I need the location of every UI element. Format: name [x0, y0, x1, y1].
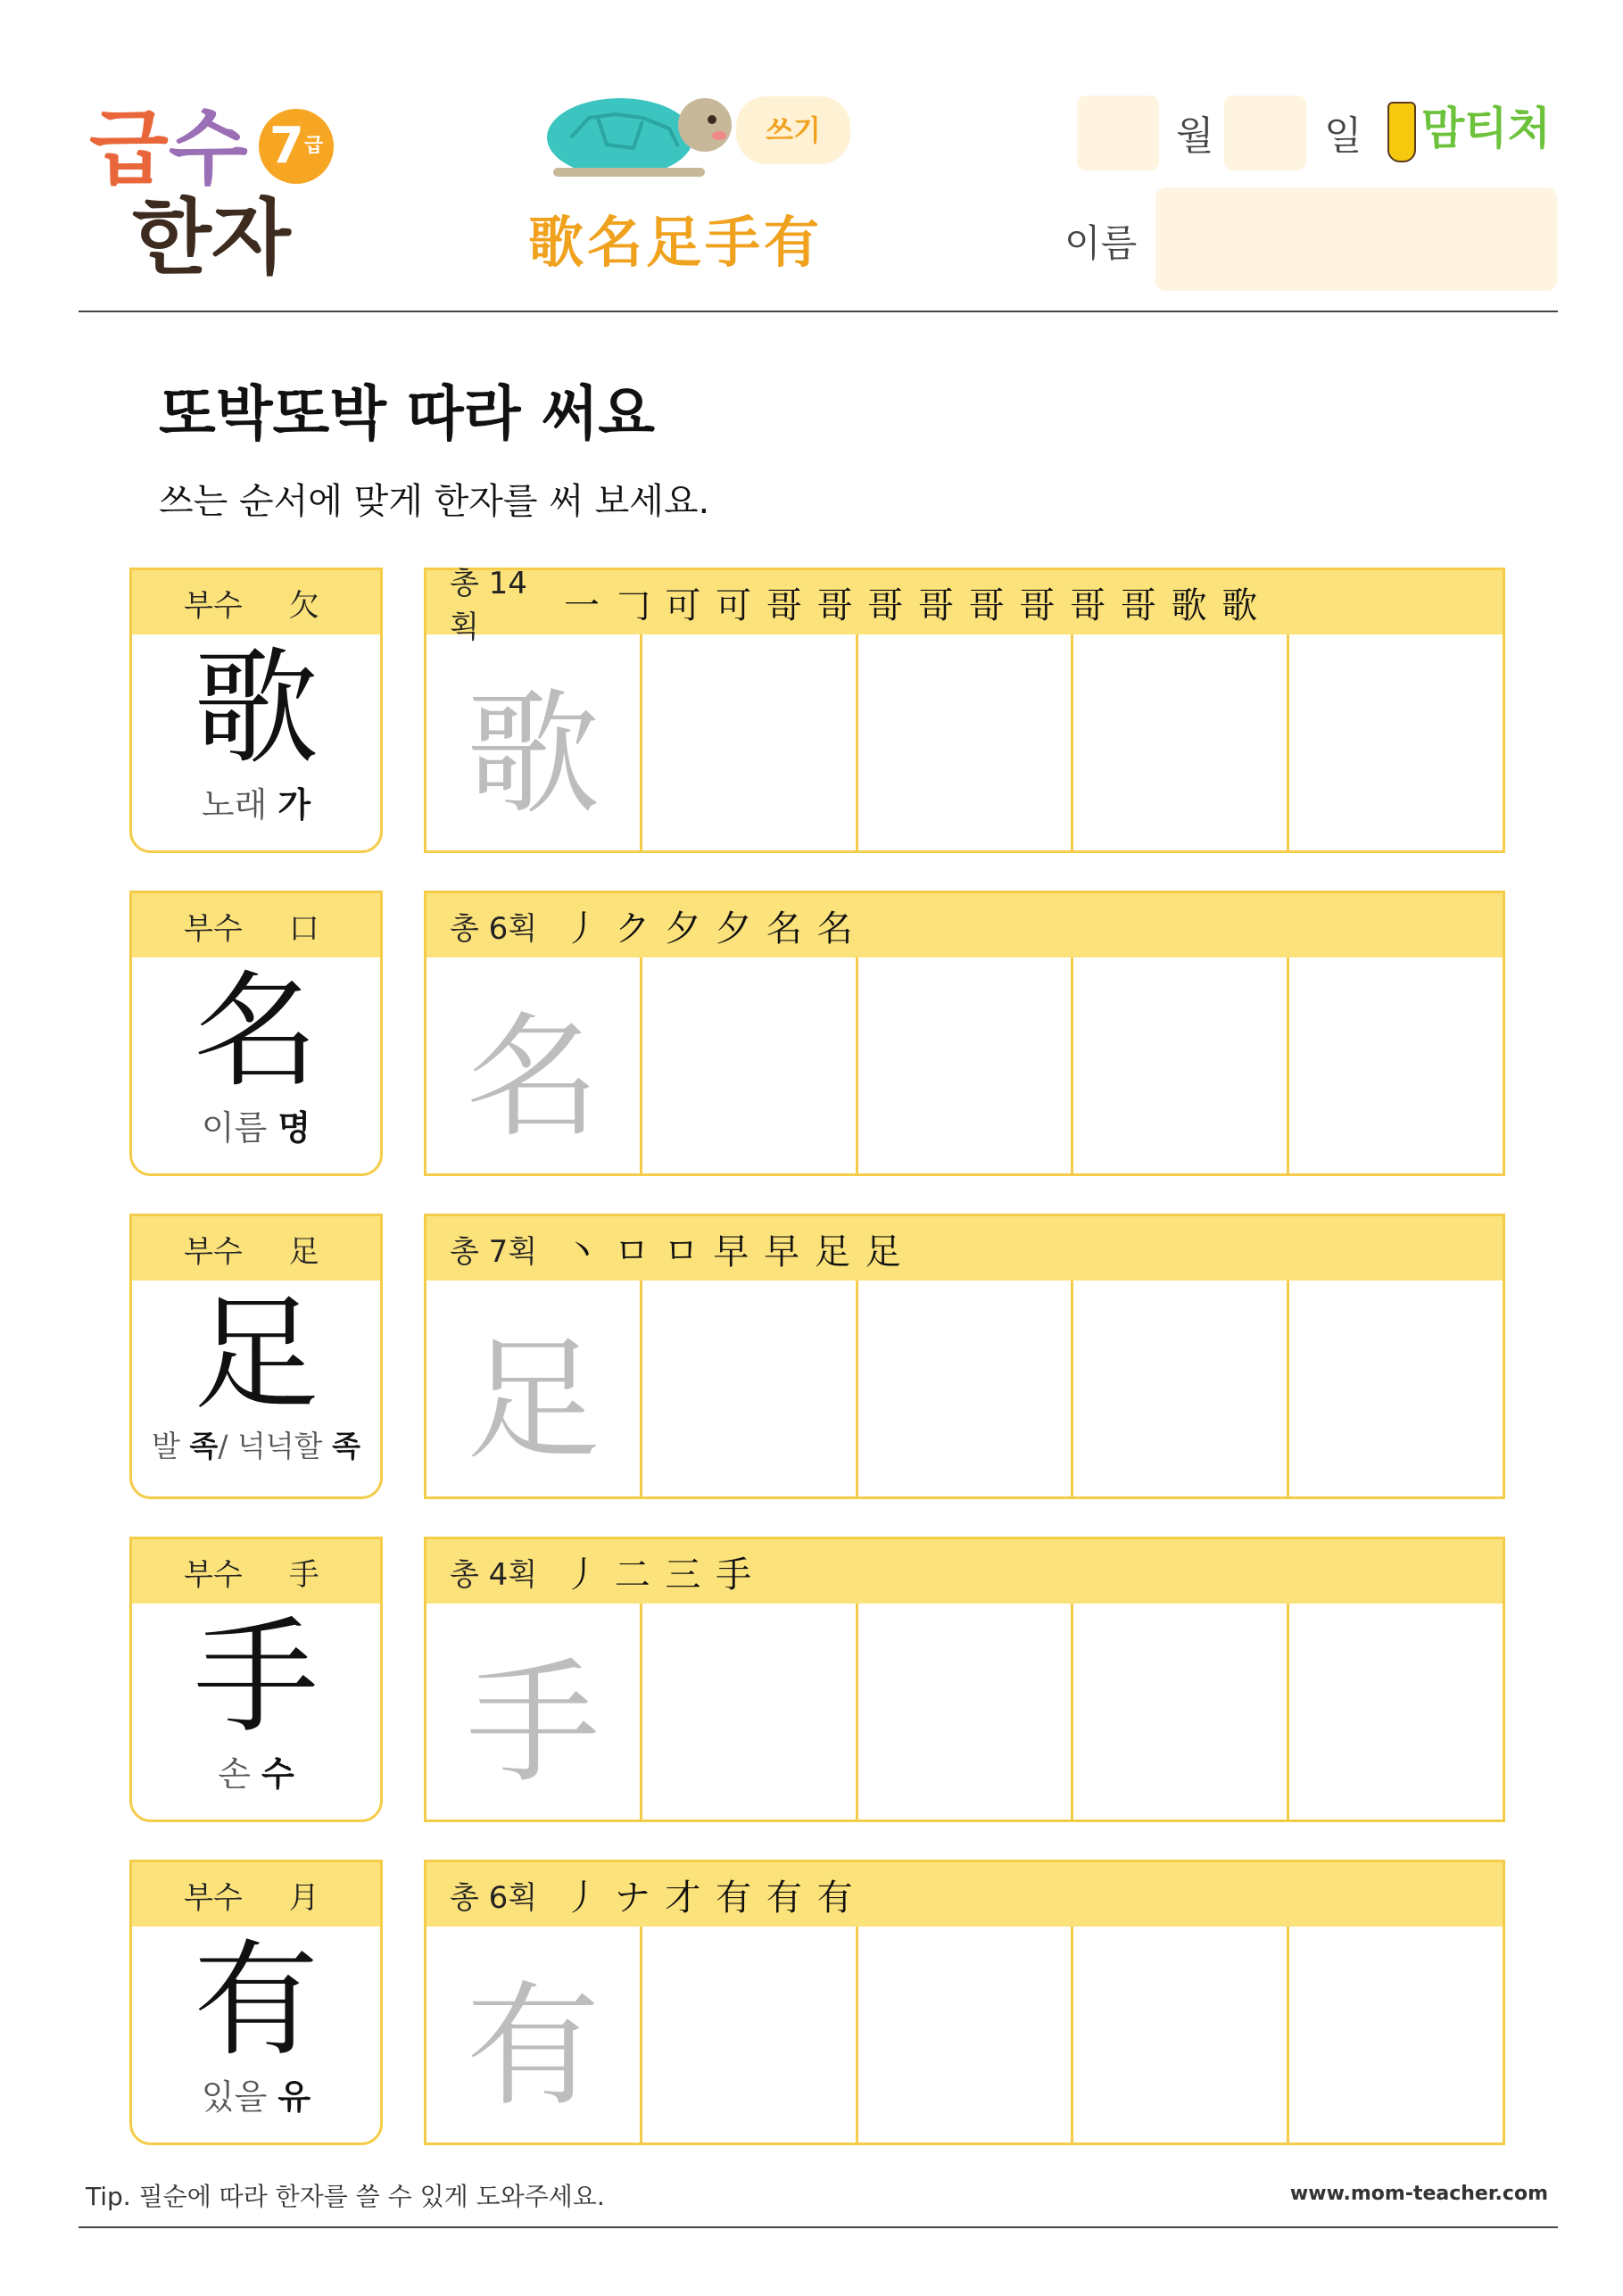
day-label: 일 [1324, 113, 1362, 159]
writing-cell[interactable] [1289, 957, 1503, 1173]
writing-cell[interactable] [1289, 1604, 1503, 1819]
practice-card [424, 568, 1505, 853]
writing-cell[interactable] [1073, 1281, 1289, 1496]
practice-row [129, 1214, 1505, 1497]
writing-cell[interactable] [642, 634, 858, 850]
header-characters: 歌名足手有 [528, 210, 824, 275]
tip-text: Tip. 필순에 따라 한자를 쓸 수 있게 도와주세요. [86, 2182, 605, 2211]
character-card [129, 891, 383, 1176]
character-card [129, 1214, 383, 1499]
day-field[interactable] [1224, 95, 1306, 170]
writing-cell[interactable] [642, 1604, 858, 1819]
radical: 欠 [288, 587, 319, 624]
divider [79, 311, 1558, 312]
writing-cell[interactable] [858, 1927, 1074, 2143]
meaning: 노래 가 [201, 785, 311, 825]
stroke-order: 一 𠃌 可 可 哥 哥 哥 哥 哥 哥 哥 哥 歌 歌 [564, 584, 1260, 626]
writing-cell[interactable] [642, 1927, 858, 2143]
turtle-icon [535, 82, 741, 180]
practice-card [424, 1537, 1505, 1822]
radical-label: 부수 [184, 1556, 243, 1593]
practice-row [129, 568, 1505, 851]
radical: 月 [288, 1879, 319, 1916]
name-label: 이름 [1064, 221, 1138, 265]
stroke-count: 총 7획 [450, 1233, 538, 1270]
stroke-count: 총 14획 [450, 566, 527, 645]
writing-bubble: 쓰기 [736, 96, 850, 164]
footer-divider [79, 2226, 1558, 2228]
main-character: 名 [193, 959, 319, 1105]
month-label: 월 [1176, 113, 1214, 159]
grade-badge: $7^급$ [259, 109, 334, 184]
writing-cell[interactable] [1289, 1927, 1503, 2143]
logo-line1: 급수 [89, 101, 248, 196]
logo [89, 100, 357, 296]
stroke-order: 丿 二 三 手 [564, 1554, 754, 1596]
writing-cell[interactable] [1073, 957, 1289, 1173]
guide-cell: 手 [426, 1604, 642, 1819]
main-character: 有 [193, 1928, 319, 2074]
guide-cell: 足 [426, 1281, 642, 1496]
meaning: 이름 명 [201, 1108, 311, 1148]
main-character: 足 [193, 1282, 319, 1428]
site-url[interactable]: www.mom-teacher.com [1289, 2183, 1548, 2205]
radical-label: 부수 [184, 1879, 243, 1916]
radical-label: 부수 [184, 1233, 243, 1270]
stroke-order: 丿 ナ 才 有 有 有 [564, 1877, 855, 1919]
writing-cell[interactable] [642, 957, 858, 1173]
writing-cell[interactable] [1289, 1281, 1503, 1496]
main-character: 歌 [193, 636, 319, 782]
logo-line2: 한자 [132, 190, 291, 286]
writing-cell[interactable] [1073, 1604, 1289, 1819]
guide-cell: 名 [426, 957, 642, 1173]
practice-row [129, 1860, 1505, 2143]
radical: 口 [288, 910, 319, 947]
writing-cell[interactable] [858, 634, 1074, 850]
writing-cell[interactable] [858, 1604, 1074, 1819]
meaning: 발 족/ 넉넉할 족 [152, 1429, 360, 1463]
writing-cell[interactable] [1289, 634, 1503, 850]
stroke-count: 총 6획 [450, 1879, 538, 1916]
radical: 足 [288, 1233, 319, 1270]
writing-cell[interactable] [1073, 1927, 1289, 2143]
stroke-count: 총 6획 [450, 910, 538, 947]
guide-cell: 歌 [426, 634, 642, 850]
practice-row [129, 891, 1505, 1174]
character-card [129, 1860, 383, 2145]
practice-row [129, 1537, 1505, 1820]
practice-card [424, 891, 1505, 1176]
character-card [129, 1537, 383, 1822]
brand-logo: 맘티처 [1387, 93, 1551, 162]
stroke-order: 丶 ㅁ ㅁ 早 早 足 足 [564, 1231, 903, 1272]
radical-label: 부수 [184, 587, 243, 624]
writing-cell[interactable] [858, 1281, 1074, 1496]
writing-cell[interactable] [1073, 634, 1289, 850]
writing-cell[interactable] [858, 957, 1074, 1173]
character-card [129, 568, 383, 853]
page-subtitle: 쓰는 순서에 맞게 한자를 써 보세요. [159, 481, 710, 522]
main-character: 手 [193, 1605, 319, 1751]
radical: 手 [288, 1556, 319, 1593]
pencil-icon [1387, 102, 1416, 162]
name-field[interactable] [1155, 187, 1557, 291]
stroke-count: 총 4획 [450, 1556, 538, 1593]
month-field[interactable] [1077, 95, 1159, 170]
radical-label: 부수 [184, 910, 243, 947]
guide-cell: 有 [426, 1927, 642, 2143]
writing-cell[interactable] [642, 1281, 858, 1496]
meaning: 있을 유 [201, 2077, 311, 2117]
page-title: 또박또박 따라 써요 [159, 379, 656, 448]
meaning: 손 수 [218, 1754, 294, 1794]
stroke-order: 丿 ク 夕 夕 名 名 [564, 908, 855, 949]
practice-card [424, 1860, 1505, 2145]
practice-card [424, 1214, 1505, 1499]
